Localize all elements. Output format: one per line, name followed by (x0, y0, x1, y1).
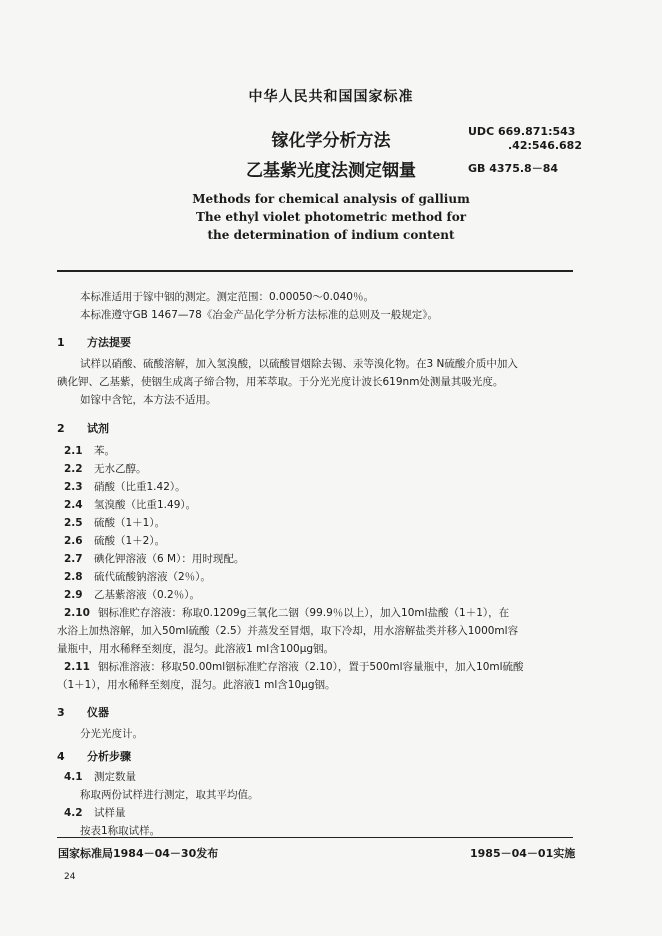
step-4-1-title: 测定数量 (94, 771, 136, 783)
section-4-heading (57, 748, 131, 764)
reagent-item-text: 硫酸（1＋1）。 (94, 517, 166, 529)
reagent-item-number: 2.3 (64, 481, 83, 493)
step-4-1-number: 4.1 (64, 771, 83, 783)
title-english-line3: the determination of indium content (207, 228, 455, 242)
reagent-item-2-10-cont1: 水浴上加热溶解，加入50ml硫酸（2.5）并蒸发至冒烟，取下冷却，用水溶解盐类并移入1000ml容 (57, 625, 519, 637)
reagent-item-text: 铟标准贮存溶液：称取0.1209g三氧化二铟（99.9％以上），加入10ml盐酸（1＋1），在 (98, 607, 510, 619)
reagent-item-text: 硫酸（1＋2）。 (94, 535, 166, 547)
reagent-item-2-11-cont: （1＋1），用水稀释至刻度，混匀。此溶液1 ml含10μg铟。 (57, 679, 336, 691)
section-1-para2: 如镓中含铊，本方法不适用。 (80, 394, 217, 406)
reagent-item-text: 碘化钾溶液（6 M）：用时现配。 (94, 553, 245, 565)
reagent-item-number: 2.1 (64, 445, 83, 457)
reagent-item (64, 443, 115, 458)
gb-code: GB 4375.8－84 (468, 162, 558, 175)
title-english-line1: Methods for chemical analysis of gallium (192, 192, 470, 206)
section-3-heading (57, 704, 109, 720)
section-1-heading (57, 334, 131, 350)
reagent-item (64, 551, 244, 566)
issue-date: 国家标准局1984－04－30发布 (58, 847, 219, 860)
section-3-number: 3 (57, 706, 65, 719)
reagent-item-text: 氢溴酸（比重1.49）。 (94, 499, 197, 511)
section-3-text: 分光光度计。 (80, 728, 143, 740)
reagent-item (64, 533, 165, 548)
udc-line2: .42:546.682 (508, 139, 582, 152)
reagent-item-number: 2.2 (64, 463, 83, 475)
reagent-item-text: 硝酸（比重1.42）。 (94, 481, 186, 493)
reagent-item-text: 乙基紫溶液（0.2％）。 (94, 589, 200, 601)
reagent-item-number: 2.8 (64, 571, 83, 583)
step-4-2-title: 试样量 (94, 807, 126, 819)
reagent-item (64, 497, 196, 512)
section-3-title: 仪器 (87, 706, 109, 719)
reagent-item-number: 2.5 (64, 517, 83, 529)
page-number: 24 (64, 872, 76, 882)
reagent-item-2-10-cont2: 量瓶中，用水稀释至刻度，混匀。此溶液1 ml含100μg铟。 (57, 643, 335, 655)
step-4-2-heading (64, 805, 126, 820)
reagent-item (64, 569, 211, 584)
reagent-item-number: 2.9 (64, 589, 83, 601)
udc-line1: UDC 669.871:543 (468, 125, 576, 138)
section-2-heading (57, 420, 109, 436)
reagent-item (64, 461, 147, 476)
reagent-item-number: 2.7 (64, 553, 83, 565)
section-1-para1b: 碘化钾、乙基紫，使铟生成离子缔合物，用苯萃取。于分光光度计波长619nm处测量其吸光度。 (57, 376, 504, 388)
section-4-title: 分析步骤 (87, 750, 131, 763)
header-divider (57, 270, 573, 272)
step-4-2-number: 4.2 (64, 807, 83, 819)
section-2-number: 2 (57, 422, 65, 435)
section-1-number: 1 (57, 336, 65, 349)
step-4-1-text: 称取两份试样进行测定，取其平均值。 (80, 789, 259, 801)
reagent-item (64, 587, 200, 602)
title-chinese-line2: 乙基紫光度法测定铟量 (246, 161, 416, 181)
reagent-item (64, 479, 186, 494)
reagent-item-text: 无水乙醇。 (94, 463, 147, 475)
step-4-1-heading (64, 769, 136, 784)
effective-date: 1985－04－01实施 (470, 847, 576, 860)
reagent-item-number: 2.10 (64, 607, 90, 619)
national-standard-heading: 中华人民共和国国家标准 (248, 89, 414, 105)
reagent-item-2-10 (64, 605, 509, 620)
reagent-item (64, 515, 165, 530)
reagent-item-number: 2.4 (64, 499, 83, 511)
reagent-item-text: 硫代硫酸钠溶液（2％）。 (94, 571, 211, 583)
section-1-para1a: 试样以硝酸、硫酸溶解，加入氢溴酸，以硫酸冒烟除去锡、汞等溴化物。在3 N硫酸介质中加入 (80, 358, 518, 370)
intro-line1: 本标准适用于镓中铟的测定。测定范围：0.00050～0.040％。 (80, 291, 374, 303)
section-1-title: 方法提要 (87, 336, 131, 349)
section-2-title: 试剂 (87, 422, 109, 435)
reagent-item-2-11 (64, 659, 524, 674)
reagent-item-number: 2.6 (64, 535, 83, 547)
footer-divider (57, 837, 573, 838)
title-english-line2: The ethyl violet photometric method for (195, 210, 467, 224)
udc-code (468, 125, 582, 153)
title-chinese-line1: 镓化学分析方法 (271, 131, 391, 151)
reagent-item-number: 2.11 (64, 661, 90, 673)
intro-line2: 本标准遵守GB 1467—78《冶金产品化学分析方法标准的总则及一般规定》。 (80, 309, 439, 321)
reagent-item-text: 苯。 (94, 445, 115, 457)
step-4-2-text: 按表1称取试样。 (80, 825, 161, 837)
section-4-number: 4 (57, 750, 65, 763)
reagent-item-text: 铟标准溶液：移取50.00ml铟标准贮存溶液（2.10），置于500ml容量瓶中，加入10ml硫酸 (98, 661, 524, 673)
